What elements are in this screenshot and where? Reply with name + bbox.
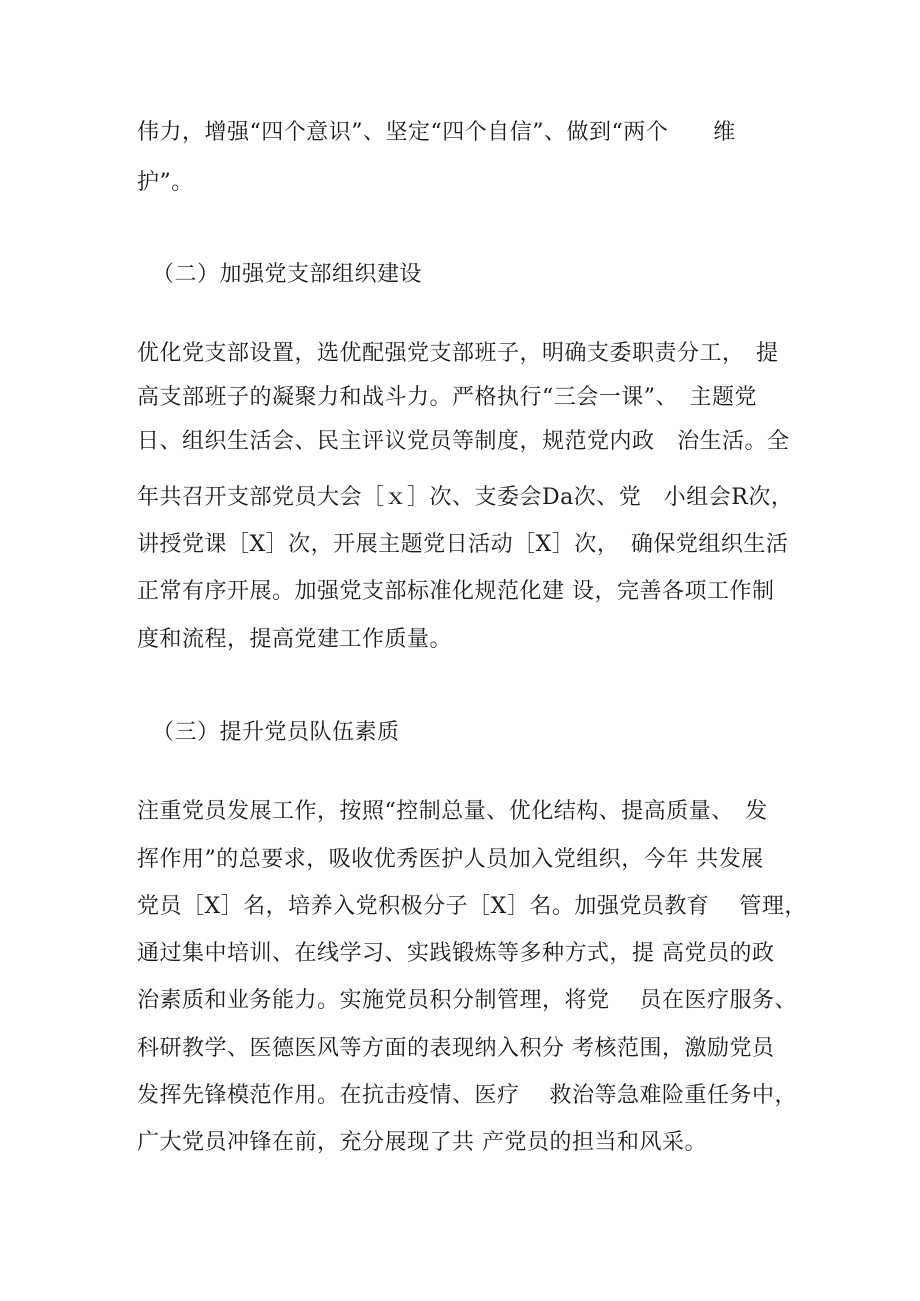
paragraph-line: 注重党员发展工作，按照“控制总量、优化结构、提高质量、 发 — [137, 799, 768, 824]
paragraph-line: 度和流程，提高党建工作质量。 — [137, 627, 453, 652]
paragraph-line: 日、组织生活会、民主评议党员等制度，规范党内政 治生活。全 — [137, 429, 790, 454]
paragraph-line: 正常有序开展。加强党支部标准化规范化建 设，完善各项工作制 — [137, 579, 775, 604]
section-heading-3: （三）提升党员队伍素质 — [152, 720, 400, 745]
paragraph-line: 挥作用”的总要求，吸收优秀医护人员加入党组织，今年 共发展 — [137, 847, 764, 872]
paragraph-line: 治素质和业务能力。实施党员积分制管理，将党 员在医疗服务、 — [137, 988, 797, 1013]
paragraph-line: 科研教学、医德医风等方面的表现纳入积分 考核范围，激励党员 — [137, 1036, 775, 1061]
paragraph-line: 伟力，增强“四个意识”、坚定“四个自信”、做到“两个 维 — [137, 120, 736, 145]
section-heading-2: （二）加强党支部组织建设 — [152, 262, 423, 287]
paragraph-line: 广大党员冲锋在前，充分展现了共 产党员的担当和风采。 — [137, 1130, 707, 1155]
paragraph-line: 党员［X］名，培养入党积极分子［X］名。加强党员教育 管理， — [137, 894, 807, 919]
paragraph-line: 通过集中培训、在线学习、实践锻炼等多种方式，提 高党员的政 — [137, 941, 775, 966]
paragraph-line: 发挥先锋模范作用。在抗击疫情、医疗 救治等急难险重任务中， — [137, 1083, 797, 1108]
paragraph-line: 年共召开支部党员大会［ｘ］次、支委会Da次、党 小组会R次， — [137, 485, 794, 510]
paragraph-line: 护”。 — [137, 170, 194, 195]
paragraph-line: 讲授党课［X］次，开展主题党日活动［X］次， 确保党组织生活 — [137, 532, 789, 557]
paragraph-line: 高支部班子的凝聚力和战斗力。严格执行“三会一课”、 主题党 — [137, 385, 757, 410]
paragraph-line: 优化党支部设置，选优配强党支部班子，明确支委职责分工， 提 — [137, 341, 779, 366]
